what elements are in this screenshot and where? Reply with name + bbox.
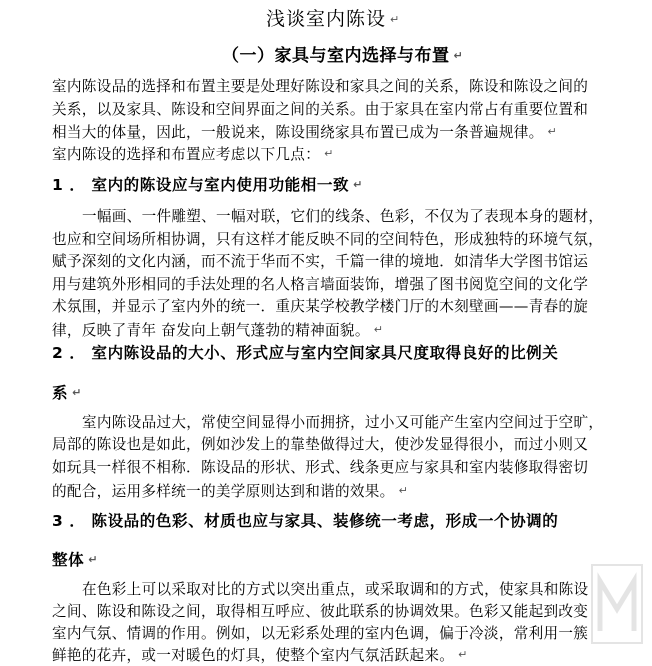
intro-line: 相当大的体量，因此，一般说来，陈设围绕家具布置已成为一条普遍规律。 ↵	[52, 124, 558, 141]
body-line: 律，反映了青年 奋发向上朝气蓬勃的精神面貌。 ↵	[52, 322, 384, 339]
section-heading: 系 ↵	[52, 384, 82, 402]
intro-line: 关系，以及家具、陈设和空间界面之间的关系。由于家具在室内常占有重要位置和	[52, 101, 589, 118]
body-line: 室内陈设品过大，常使空间显得小而拥挤，过小又可能产生室内空间过于空旷，	[82, 414, 604, 431]
body-line: 局部的陈设也是如此，例如沙发上的靠垫做得过大，使沙发显得很小，而过小则又	[52, 436, 589, 453]
section-heading: 3 ． 陈设品的色彩、材质也应与家具、装修统一考虑，形成一个协调的	[52, 512, 559, 530]
body-line: 一幅画、一件雕塑、一幅对联，它们的线条、色彩，不仅为了表现本身的题材，	[82, 208, 604, 225]
section-heading: 整体 ↵	[52, 551, 99, 569]
body-line: 室内气氛、情调的作用。例如，以无彩系处理的室内色调，偏于冷淡，常利用一簇	[52, 625, 589, 642]
body-line: 赋予深刻的文化内涵，而不流于华而不实，千篇一律的境地．如清华大学图书馆运	[52, 253, 589, 270]
body-line: 在色彩上可以采取对比的方式以突出重点，或采取调和的方式，使家具和陈设	[82, 581, 589, 598]
body-line: 的配合，运用多样统一的美学原则达到和谐的效果。 ↵	[52, 483, 409, 500]
body-line: 如玩具一样很不相称．陈设品的形状、形式、线条更应与家具和室内装修取得密切	[52, 459, 589, 476]
section-subtitle: （一）家具与室内选择与布置 ↵	[222, 46, 464, 66]
document-title: 浅谈室内陈设 ↵	[266, 8, 401, 30]
section-heading: 2 ． 室内陈设品的大小、形式应与室内空间家具尺度取得良好的比例关	[52, 344, 559, 362]
paragraph-mark-icon: ↵	[353, 178, 363, 191]
section-heading: 1 ． 室内的陈设应与室内使用功能相一致 ↵	[52, 176, 363, 194]
paragraph-mark-icon: ↵	[458, 648, 468, 661]
paragraph-mark-icon: ↵	[390, 13, 401, 26]
intro-line: 室内陈设的选择和布置应考虑以下几点： ↵	[52, 146, 334, 163]
body-line: 也应和空间场所相协调，只有这样才能反映不同的空间特色，形成独特的环境气氛，	[52, 231, 604, 248]
watermark-logo-icon	[586, 557, 648, 649]
paragraph-mark-icon: ↵	[324, 147, 334, 160]
intro-line: 室内陈设品的选择和布置主要是处理好陈设和家具之间的关系，陈设和陈设之间的	[52, 78, 589, 95]
paragraph-mark-icon: ↵	[453, 49, 464, 62]
body-line: 用与建筑外形相同的手法处理的名人格言墙面装饰，增强了图书阅览空间的文化学	[52, 276, 589, 293]
body-line: 之间、陈设和陈设之间，取得相互呼应、彼此联系的协调效果。色彩又能起到改变	[52, 603, 589, 620]
paragraph-mark-icon: ↵	[373, 323, 384, 336]
body-line: 术氛围，并显示了室内外的统一．重庆某学校教学楼门厅的木刻壁画——青春的旋	[52, 298, 589, 315]
paragraph-mark-icon: ↵	[398, 484, 409, 497]
paragraph-mark-icon: ↵	[72, 386, 82, 399]
body-line: 鲜艳的花卉，或一对暖色的灯具，使整个室内气氛活跃起来。 ↵	[52, 647, 468, 664]
paragraph-mark-icon: ↵	[88, 553, 99, 566]
paragraph-mark-icon: ↵	[547, 125, 558, 138]
